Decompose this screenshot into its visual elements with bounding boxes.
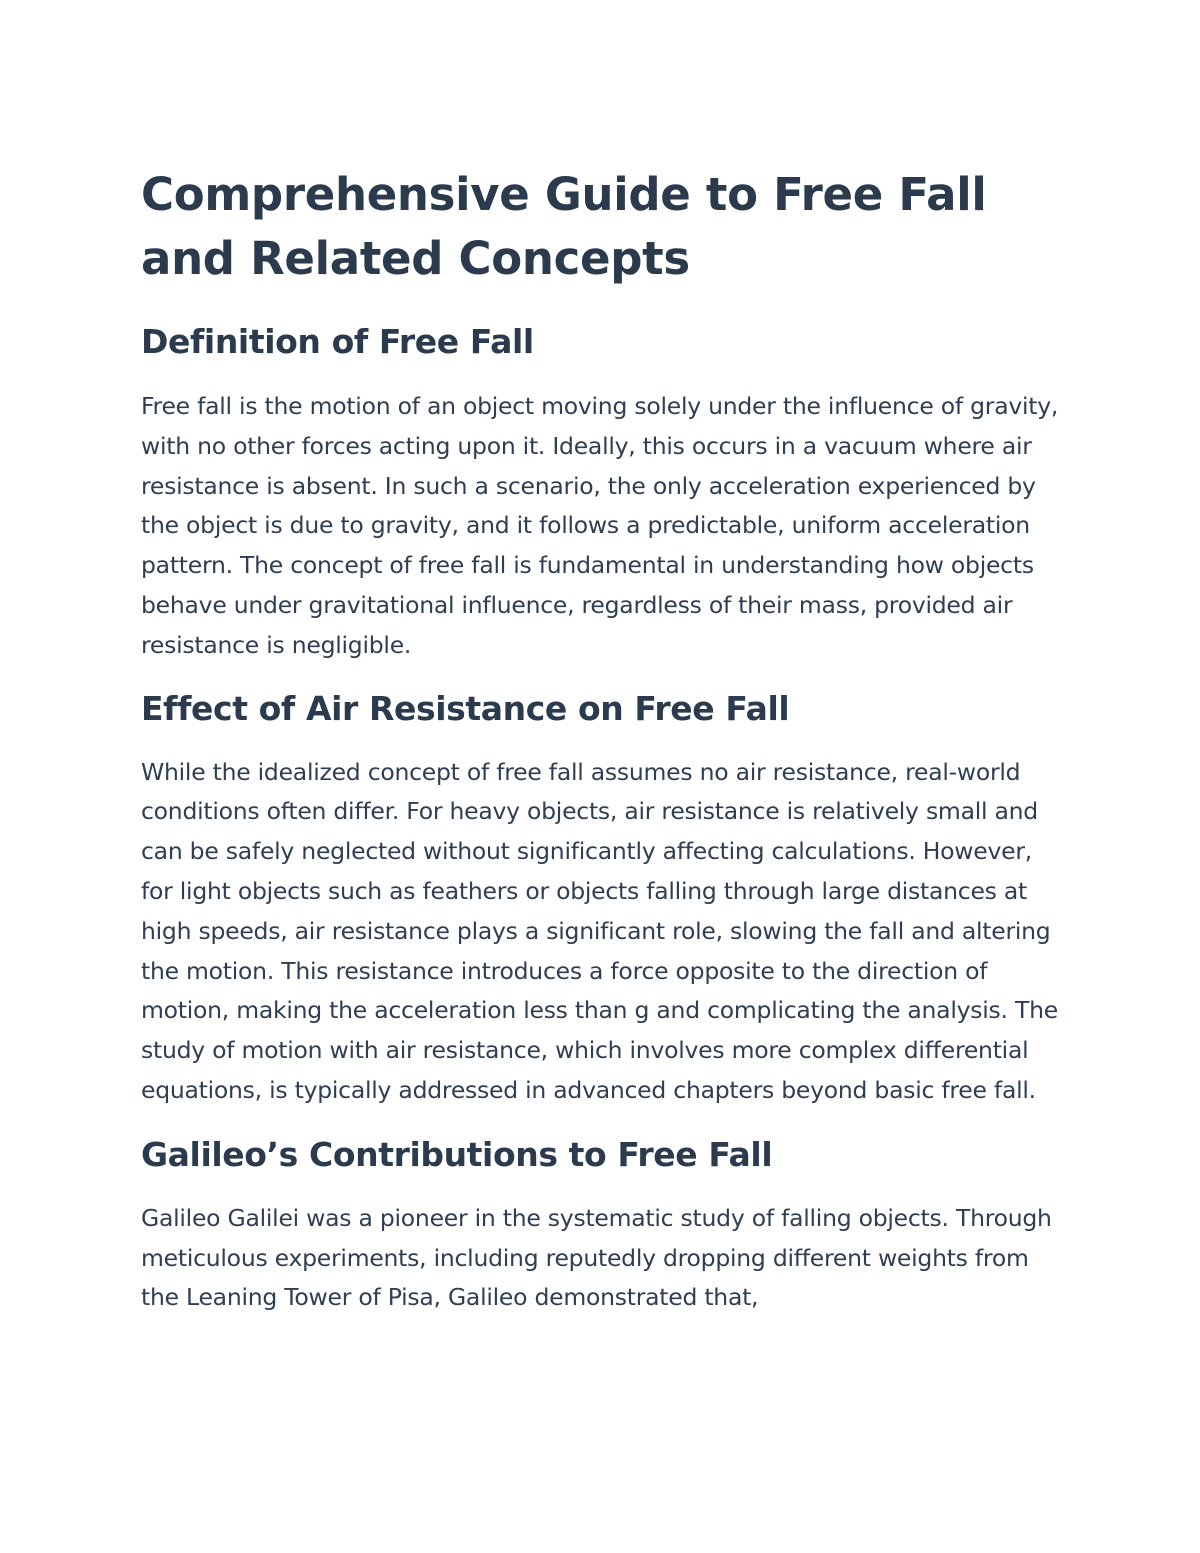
document-title: Comprehensive Guide to Free Fall and Related Concepts bbox=[141, 168, 987, 285]
section-heading-definition: Definition of Free Fall bbox=[141, 322, 534, 361]
section-heading-galileo: Galileo’s Contributions to Free Fall bbox=[141, 1134, 773, 1174]
section-body-definition: Free fall is the motion of an object moving solely under the influence of gravity, with no other forces acting upon it. Ideally, this occurs in a vacuum where air resistance is absent. In such a scenario, the only acceleration experienced by the object is due to gravity, and it follows a predictable, uniform acceleration pattern. The concept of free fall is fundamental in understanding how objects behave under gravitational influence, regardless of their mass, provided air resistance is negligible. bbox=[141, 392, 1059, 659]
document-page bbox=[141, 163, 1061, 1318]
section-body-galileo: Galileo Galilei was a pioneer in the systematic study of falling objects. Through meticulous experiments, including reputedly dropping different weights from the Leaning Tower of Pisa, Galileo demonstrated that, bbox=[141, 1203, 1052, 1312]
section-body-air-resistance: While the idealized concept of free fall assumes no air resistance, real-world conditions often differ. For heavy objects, air resistance is relatively small and can be safely neglected without significantly affecting calculations. However, for light objects such as feathers or objects falling through large distances at high speeds, air resistance plays a significant role, slowing the fall and altering the motion. This resistance introduces a force opposite to the direction of motion, making the acceleration less than g and complicating the analysis. The study of motion with air resistance, which involves more complex differential equations, is typically addressed in advanced chapters beyond basic free fall. bbox=[141, 757, 1058, 1104]
section-heading-air-resistance: Effect of Air Resistance on Free Fall bbox=[141, 688, 790, 728]
